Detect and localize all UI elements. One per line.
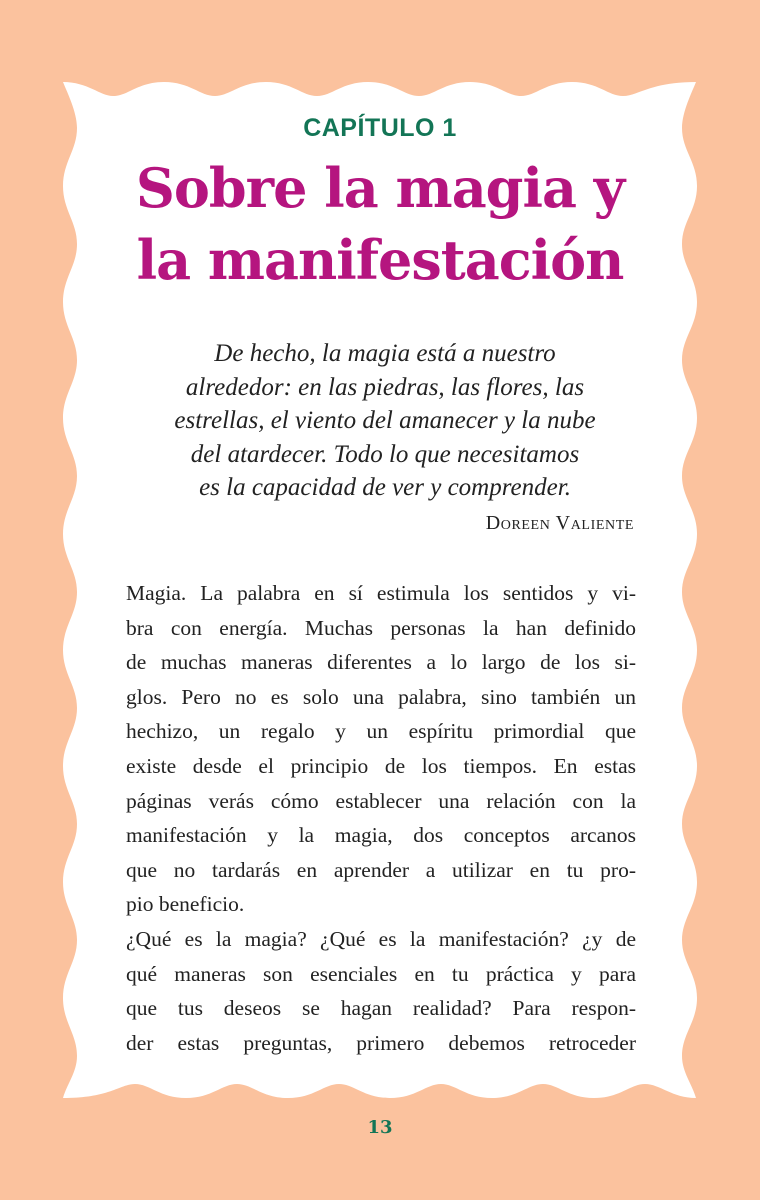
epigraph-line: estrellas, el viento del amanecer y la nube <box>174 407 596 434</box>
body-line: existe desde el principio de los tiempos. En estas <box>126 753 636 778</box>
chapter-title-line: la manifestación <box>136 228 624 292</box>
body-line: ¿Qué es la magia? ¿Qué es la manifestación? ¿y de <box>126 926 636 951</box>
body-line: de muchas maneras diferentes a lo largo de los si- <box>126 650 636 675</box>
body-line: der estas preguntas, primero debemos retroceder <box>126 1030 636 1055</box>
body-line: pio beneficio. <box>126 892 245 917</box>
epigraph-attribution: Doreen Valiente <box>485 512 634 534</box>
body-line: qué maneras son esenciales en tu práctica y para <box>126 961 636 986</box>
epigraph-line: es la capacidad de ver y comprender. <box>199 474 571 501</box>
chapter-label: CAPÍTULO 1 <box>303 114 457 142</box>
chapter-title <box>0 152 760 296</box>
body-line: que no tardarás en aprender a utilizar en tu pro- <box>126 857 636 882</box>
chapter-title-line: Sobre la magia y <box>135 156 625 220</box>
epigraph-line: De hecho, la magia está a nuestro <box>214 340 556 367</box>
body-line: manifestación y la magia, dos conceptos arcanos <box>126 823 636 848</box>
page-number: 13 <box>367 1117 393 1138</box>
epigraph-line: alrededor: en las piedras, las flores, las <box>185 373 585 401</box>
body-line: hechizo, un regalo y un espíritu primordial que <box>126 719 636 744</box>
body-line: bra con energía. Muchas personas la han definido <box>126 615 636 640</box>
body-line: páginas verás cómo establecer una relación con la <box>126 788 636 813</box>
body-line: Magia. La palabra en sí estimula los sentidos y vi- <box>126 581 636 605</box>
body-line: glos. Pero no es solo una palabra, sino también un <box>126 684 636 709</box>
epigraph-quote <box>120 337 650 505</box>
body-paragraphs <box>126 576 636 1060</box>
epigraph-line: del atardecer. Todo lo que necesitamos <box>190 440 580 468</box>
body-line: que tus deseos se hagan realidad? Para respon- <box>126 996 636 1021</box>
